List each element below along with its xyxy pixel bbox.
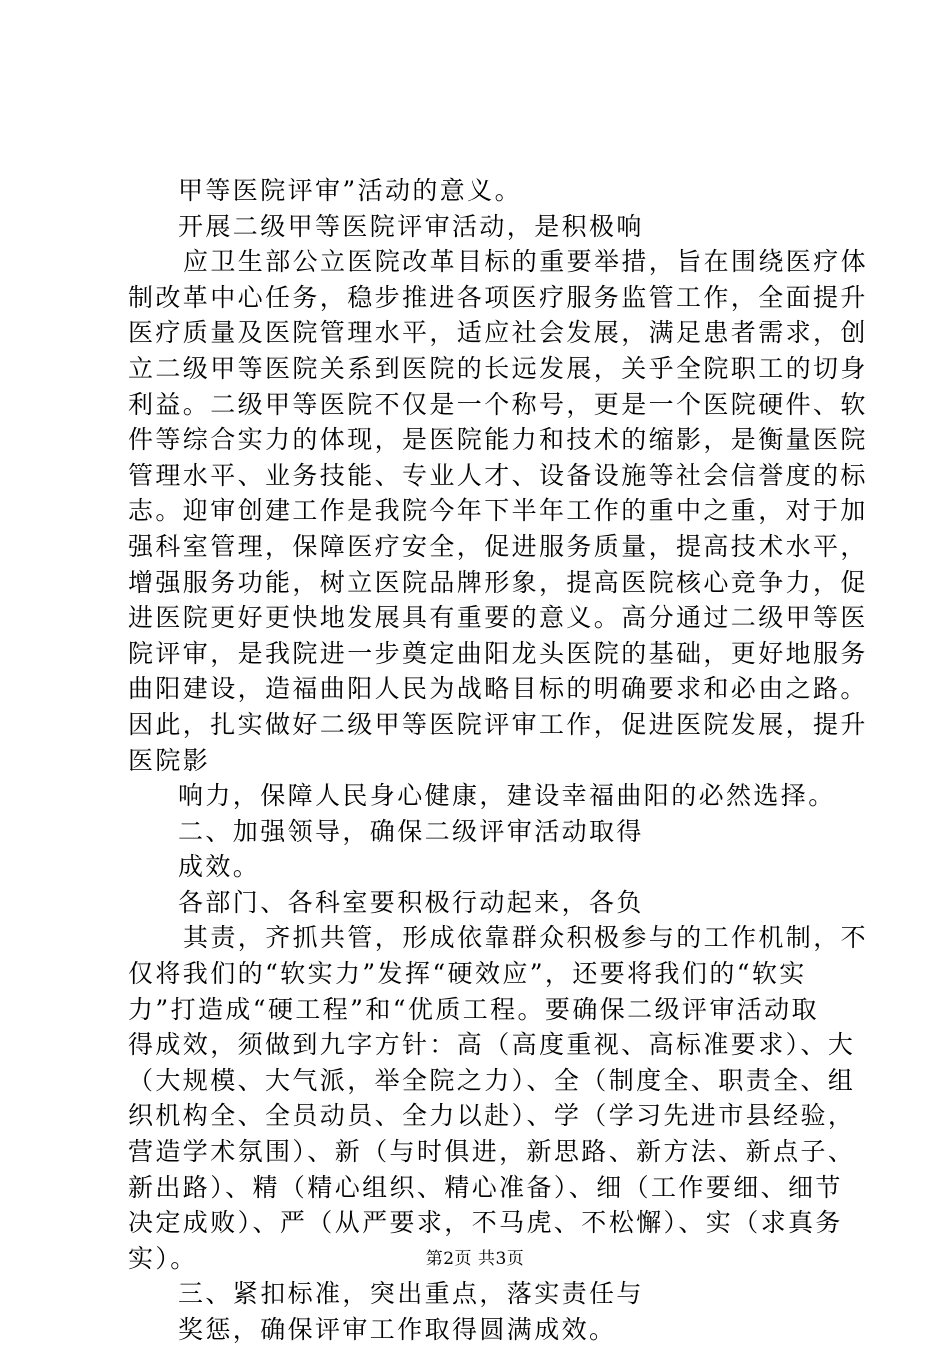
text-line: 件等综合实力的体现，是医院能力和技术的缩影，是衡量医院 — [128, 425, 868, 455]
text-line: 医疗质量及医院管理水平，适应社会发展，满足患者需求，创 — [128, 318, 868, 348]
text-line: 得成效，须做到九字方针：高（高度重视、高标准要求）、大 — [128, 1030, 856, 1060]
body-text — [128, 173, 869, 1348]
text-line: 成效。 — [178, 852, 261, 882]
text-line: 仅将我们的“软实力”发挥“硬效应”，还要将我们的“软实 — [128, 959, 807, 989]
text-line: 管理水平、业务技能、专业人才、设备设施等社会信誉度的标 — [128, 460, 868, 490]
text-line: 力”打造成“硬工程”和“优质工程。要确保二级评审活动取 — [128, 994, 819, 1024]
text-line: 强科室管理，保障医疗安全，促进服务质量，提高技术水平， — [128, 531, 868, 561]
text-line: 因此，扎实做好二级甲等医院评审工作，促进医院发展，提升 — [128, 709, 868, 739]
text-line: 立二级甲等医院关系到医院的长远发展，关乎全院职工的切身 — [128, 353, 868, 383]
text-line: （大规模、大气派，举全院之力）、全（制度全、职责全、组 — [128, 1065, 856, 1095]
page-number-footer: 第2页 共3页 — [425, 1249, 525, 1269]
text-line: 二、加强领导，确保二级评审活动取得 — [178, 816, 644, 846]
text-line: 营造学术氛围）、新（与时俱进，新思路、新方法、新点子、 — [128, 1137, 856, 1167]
text-line: 医院影 — [128, 745, 211, 775]
text-line: 增强服务功能，树立医院品牌形象，提高医院核心竞争力，促 — [128, 567, 868, 597]
text-line: 奖惩，确保评审工作取得圆满成效。 — [178, 1315, 617, 1344]
text-line: 院评审，是我院进一步奠定曲阳龙头医院的基础，更好地服务 — [128, 638, 868, 668]
text-line: 织机构全、全员动员、全力以赴）、学（学习先进市县经验， — [128, 1101, 856, 1131]
text-line: 甲等医院评审”活动的意义。 — [178, 176, 522, 205]
text-line: 各部门、各科室要积极行动起来，各负 — [178, 887, 644, 917]
text-line: 决定成败）、严（从严要求，不马虎、不松懈）、实（求真务 — [128, 1208, 843, 1238]
text-line: 志。迎审创建工作是我院今年下半年工作的重中之重，对于加 — [128, 496, 868, 526]
text-line: 新出路）、精（精心组织、精心准备）、细（工作要细、细节 — [128, 1172, 843, 1202]
text-line: 制改革中心任务，稳步推进各项医疗服务监管工作，全面提升 — [128, 282, 868, 312]
text-line: 利益。二级甲等医院不仅是一个称号，更是一个医院硬件、软 — [128, 389, 868, 419]
text-line: 实）。 — [128, 1243, 198, 1273]
text-line: 开展二级甲等医院评审活动，是积极响 — [178, 211, 644, 241]
text-line: 进医院更好更快地发展具有重要的意义。高分通过二级甲等医 — [128, 603, 868, 633]
text-line: 响力，保障人民身心健康，建设幸福曲阳的必然选择。 — [178, 781, 836, 811]
text-line: 应卫生部公立医院改革目标的重要举措，旨在围绕医疗体 — [183, 247, 869, 277]
text-line: 其责，齐抓共管，形成依靠群众积极参与的工作机制，不 — [183, 923, 869, 953]
text-line: 曲阳建设，造福曲阳人民为战略目标的明确要求和必由之路。 — [128, 674, 868, 704]
text-line: 三、紧扣标准，突出重点，落实责任与 — [178, 1279, 644, 1309]
